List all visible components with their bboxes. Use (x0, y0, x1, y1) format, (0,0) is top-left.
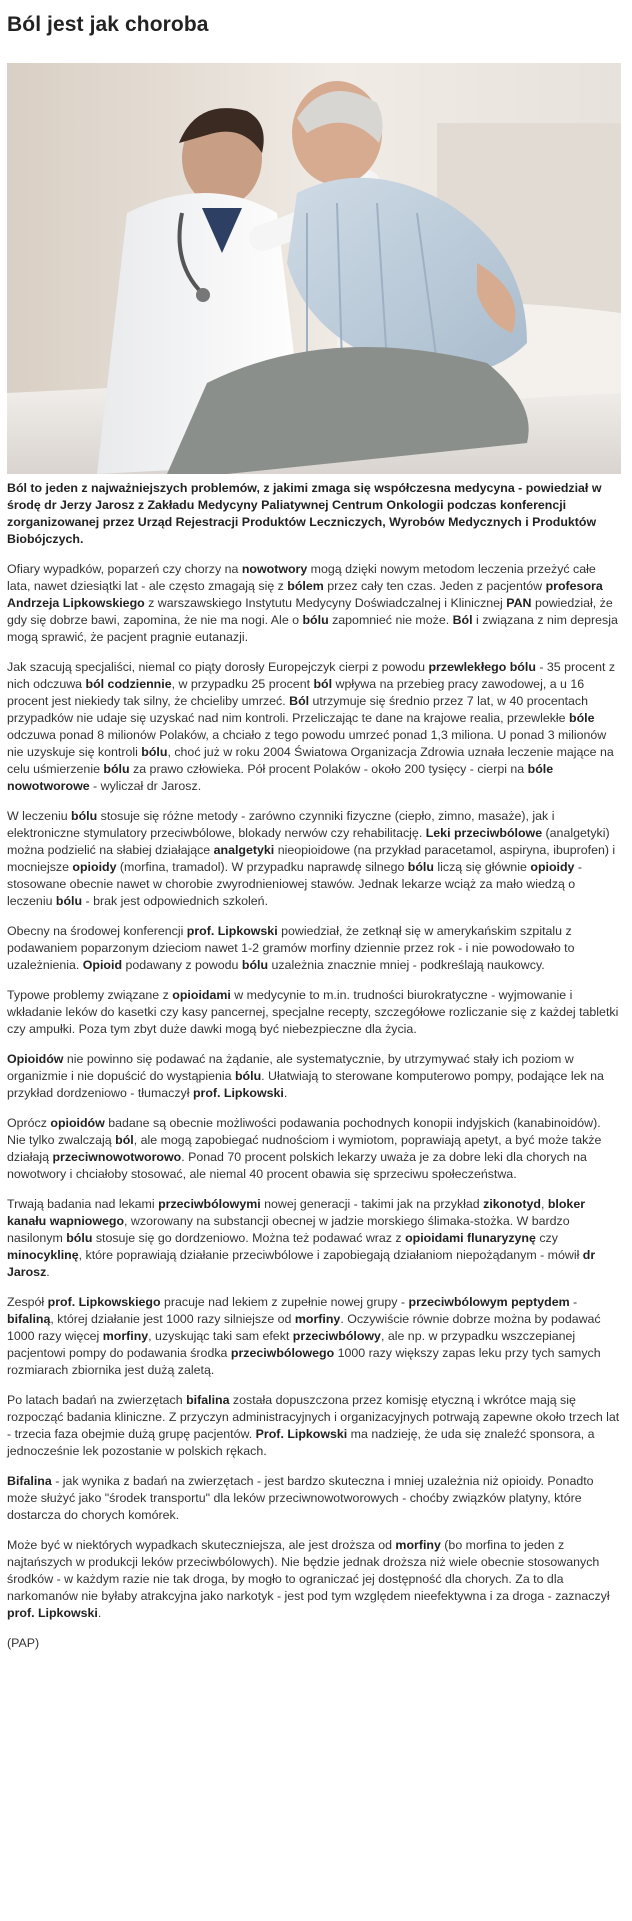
text-run: 1000 razy większy zapas leku przy tych samych rozmiarach zbiornika jest dużą zaletą. (7, 1346, 601, 1377)
text-run: . Ułatwiają to sterowane komputerowo pompy, podające lek na przykład dordzeniowo - tłumaczył (7, 1069, 604, 1100)
bold-term: nowotwory (241, 562, 308, 576)
text-run: Zespół (7, 1295, 48, 1309)
article-paragraphs (7, 561, 620, 1622)
doctor-patient-illustration (7, 63, 621, 474)
bold-term: bóle (569, 711, 595, 725)
text-run: . Oczywiście równie dobrze można by podawać 1000 razy więcej (7, 1312, 601, 1343)
text-run: Typowe problemy związane z (7, 988, 173, 1002)
text-run: Jak szacują specjaliści, niemal co piąty dorosły Europejczyk cierpi z powodu (7, 660, 429, 674)
text-run: , ale mogą zapobiegać nudnościom i wymiotom, poprawiają apetyt, a być może także działają (7, 1133, 602, 1164)
bold-term: bifalina (186, 1393, 230, 1407)
text-run: za prawo człowieka. Pół procent Polaków - około 200 tysięcy - cierpi na (129, 762, 528, 776)
text-run: stosuje się różne metody - zarówno czynniki fizyczne (ciepło, zimno, masaże), jak i elektroniczne stymulatory przeciwbólowe, blokady nerwów czy rehabilitację. (7, 809, 555, 840)
bold-term: ból (115, 1133, 134, 1147)
article-paragraph (7, 1537, 620, 1622)
bold-term: przeciwbólowym peptydem (408, 1295, 570, 1309)
bold-term: przeciwbólowy (292, 1329, 381, 1343)
bold-term: zikonotyd (483, 1197, 541, 1211)
text-run: , uzyskując taki sam efekt (148, 1329, 293, 1343)
article-paragraph (7, 561, 620, 646)
bold-term: prof. Lipkowskiego (47, 1295, 161, 1309)
text-run: stosuje się go dordzeniowo. Można też podawać wraz z (92, 1231, 406, 1245)
text-run: została dopuszczona przez komisję etyczną i wkrótce mają się rozpocząć badania kliniczne. Z przyczyn administracyjnych i organizacyjnych potrwają zapewne około trzech lat - trzecia faza obejmie dużą grupę pacjentów. (7, 1393, 620, 1441)
bold-term: opioidami flunaryzynę (405, 1231, 536, 1245)
text-run: - brak jest odpowiednich szkoleń. (82, 894, 269, 908)
article-paragraph (7, 1294, 620, 1379)
bold-term: prof. Lipkowski (186, 924, 278, 938)
bold-term: ból codziennie (85, 677, 172, 691)
article-paragraph (7, 1051, 620, 1102)
text-run: liczą się głównie (433, 860, 531, 874)
text-run: zapomnieć nie może. (328, 613, 453, 627)
text-run: w medycynie to m.in. trudności biurokratyczne - wyjmowanie i wkładanie leków do kasetki czy kasy pancernej, specjalne recepty, szczegółowe rozliczanie się z każdej tabletki czy ampułki. Poza tym zbyt duże dawki mogą być niebezpieczne dla życia. (7, 988, 619, 1036)
bold-term: Ból (452, 613, 473, 627)
bold-term: przeciwbólowego (230, 1346, 335, 1360)
text-run: ma nadzieję, że uda się znaleźć sponsora, a jednocześnie lek pozostanie w polskich rękach. (7, 1427, 595, 1458)
text-run: Trwają badania nad lekami (7, 1197, 159, 1211)
article-paragraph (7, 1196, 620, 1281)
text-run: Po latach badań na zwierzętach (7, 1393, 187, 1407)
text-run: . Ponad 70 procent polskich lekarzy uważa je za dobre leki dla chorych na nowotwory i chciałoby stosować, ale niemal 40 procent obawia się sprzeciwu społeczeństwa. (7, 1150, 587, 1181)
bold-term: bloker kanału wapniowego (7, 1197, 586, 1228)
text-run: , (540, 1197, 548, 1211)
bold-term: dr Jarosz (7, 1248, 596, 1279)
bold-term: bólu (241, 958, 269, 972)
bold-term: Ból (289, 694, 310, 708)
text-run: utrzymuje się średnio przez 7 lat, w 40 procentach przypadków nie udaje się uzyskać nad nim kontroli. Przeliczając te dane na krajowe realia, przewlekłe (7, 694, 589, 725)
article-title: Ból jest jak choroba (7, 13, 209, 36)
bold-term: przeciwnowotworowo (52, 1150, 182, 1164)
bold-term: PAN (506, 596, 532, 610)
bold-term: bólu (66, 1231, 93, 1245)
article-paragraph (7, 987, 620, 1038)
text-run: nie powinno się podawać na żądanie, ale systematycznie, by utrzymywać stały ich poziom w organizmie i nie dopuścić do wystąpienia (7, 1052, 574, 1083)
text-run: . (97, 1606, 102, 1620)
article-paragraph (7, 659, 620, 795)
text-run: , choć już w roku 2004 Światowa Organizacja Zdrowia uznała leczenie mające na celu uśmierzenie (7, 745, 614, 776)
text-run: wpływa na przebieg pracy zawodowej, a u 16 procent jest niekiedy tak silny, że chcieliby umrzeć. (7, 677, 585, 708)
text-run: Oprócz (7, 1116, 51, 1130)
text-run: i związana z nim depresja mogą sprawić, że pacjent pragnie eutanazji. (7, 613, 618, 644)
bold-term: opioidów (50, 1116, 105, 1130)
article-paragraph (7, 808, 620, 910)
text-run: - wyliczał dr Jarosz. (89, 779, 202, 793)
text-run: , ale np. w przypadku wszczepianej pacjentowi pompy do podawania środka (7, 1329, 576, 1360)
bold-term: prof. Lipkowski (192, 1086, 284, 1100)
text-run: nowej generacji - takimi jak na przykład (260, 1197, 484, 1211)
article-paragraph (7, 1473, 620, 1524)
article-paragraph (7, 1115, 620, 1183)
text-run: (morfina, tramadol). W przypadku naprawdę silnego (116, 860, 408, 874)
bold-term: bólem (287, 579, 324, 593)
text-run: - (569, 1295, 578, 1309)
bold-term: ból (313, 677, 333, 691)
bold-term: przewlekłego bólu (428, 660, 536, 674)
text-run: odczuwa ponad 8 milionów Polaków, a chciało z tego powodu umrzeć ponad 1,3 miliona. U ponad 3 milionów nie uzyskuje się kontroli (7, 728, 607, 759)
article-photo (7, 63, 621, 474)
bold-term: analgetyki (213, 843, 275, 857)
bold-term: bólu (141, 745, 168, 759)
text-run: podawany z powodu (122, 958, 242, 972)
bold-term: opioidami (172, 988, 231, 1002)
text-run: - jak wynika z badań na zwierzętach - jest bardzo skuteczna i mniej uzależnia niż opioidy. Ponadto może służyć jako "środek transportu" dla leków przeciwnowotworowych - choćby związków platyny, które dostarcza do chorych komórek. (7, 1474, 594, 1522)
text-run: badane są obecnie możliwości podawania pochodnych konopii indyjskich (kanabinoidów). Nie tylko zwalczają (7, 1116, 601, 1147)
bold-term: opioidy (72, 860, 117, 874)
bold-term: morfiny (102, 1329, 149, 1343)
bold-term: bólu (302, 613, 329, 627)
text-run: uzależnia znacznie mniej - podkreślają naukowcy. (268, 958, 545, 972)
bold-term: bifaliną (7, 1312, 51, 1326)
bold-term: bólu (103, 762, 130, 776)
bold-term: morfiny (294, 1312, 341, 1326)
text-run: pracuje nad lekiem z zupełnie nowej grupy - (160, 1295, 409, 1309)
text-run: Ofiary wypadków, poparzeń czy chorzy na (7, 562, 242, 576)
text-run: z warszawskiego Instytutu Medycyny Doświadczalnej i Klinicznej (144, 596, 507, 610)
text-run: (analgetyki) można podzielić na słabiej działające (7, 826, 610, 857)
bold-term: Leki przeciwbólowe (425, 826, 543, 840)
text-run: mogą dzięki nowym metodom leczenia przeżyć całe lata, nawet dziesiątki lat - ale często zmagają się z (7, 562, 596, 593)
article-lead: Ból to jeden z najważniejszych problemów, z jakimi zmaga się współczesna medycyna - powiedział w środę dr Jerzy Jarosz z Zakładu Medycyny Paliatywnej Centrum Onkologii podczas konferencji zorganizowanej przez Urząd Rejestracji Produktów Leczniczych, Wyrobów Medycznych i Produktów Biobójczych. (7, 481, 602, 546)
text-run: , wzorowany na substancji obecnej w jadzie morskiego ślimaka-stożka. W bardzo nasilonym (7, 1214, 570, 1245)
text-run: - 35 procent z nich odczuwa (7, 660, 616, 691)
bold-term: profesora Andrzeja Lipkowskiego (7, 579, 603, 610)
text-run: przez cały ten czas. Jeden z pacjentów (323, 579, 546, 593)
bold-term: bólu (71, 809, 98, 823)
text-run: nieopioidowe (na przykład paracetamol, aspiryna, ibuprofen) i mocniejsze (7, 843, 616, 874)
article-paragraph (7, 1392, 620, 1460)
bold-term: przeciwbólowymi (158, 1197, 261, 1211)
bold-term: bólu (234, 1069, 262, 1083)
bold-term: Prof. Lipkowski (255, 1427, 348, 1441)
bold-term: Opioid (82, 958, 123, 972)
bold-term: minocyklinę (7, 1248, 79, 1262)
bold-term: morfiny (395, 1538, 441, 1552)
article-paragraph (7, 923, 620, 974)
bold-term: opioidy (530, 860, 575, 874)
text-run: czy (535, 1231, 558, 1245)
text-run: , której działanie jest 1000 razy silniejsze od (50, 1312, 295, 1326)
text-run: powiedział, że zetknął się w amerykańskim szpitalu z podawaniem poparzonym dzieciom nawet 1-2 gramów morfiny dziennie przez rok - i nie powodowało to uzależnienia. (7, 924, 575, 972)
text-run: , które poprawiają działanie przeciwbólowe i zapobiegają działaniom niepożądanym - mówił (78, 1248, 583, 1262)
text-run: Może być w niektórych wypadkach skuteczniejsza, ale jest droższa od (7, 1538, 396, 1552)
text-run: . (46, 1265, 50, 1279)
text-run: Obecny na środowej konferencji (7, 924, 187, 938)
text-run: , w przypadku 25 procent (171, 677, 314, 691)
text-run: powiedział, że gdy się dobrze bawi, zapomina, że nie ma nogi. Ale o (7, 596, 613, 627)
bold-term: bólu (407, 860, 434, 874)
article-body (7, 480, 620, 1665)
bold-term: bóle nowotworowe (7, 762, 554, 793)
text-run: W leczeniu (7, 809, 72, 823)
text-run: (bo morfina to jeden z najtańszych w produkcji leków przeciwbólowych). Nie będzie jednak droższa niż wiele obecnie stosowanych środków - w każdym razie nie tak droga, by mogło to ograniczać jej dostępność dla chorych. Za to dla narkomanów nie byłaby atrakcyjna jako narkotyk - jest pod tym względem nieefektywna i za droga - zaznaczył (7, 1538, 610, 1603)
text-run: . (283, 1086, 288, 1100)
text-run: - stosowane obecnie nawet w chorobie zwyrodnieniowej stawów. Jednak lekarze wciąż za mało wiedzą o leczeniu (7, 860, 583, 908)
article-source: (PAP) (7, 1636, 40, 1650)
bold-term: bólu (55, 894, 83, 908)
bold-term: Bifalina (7, 1474, 52, 1488)
bold-term: Opioidów (7, 1052, 64, 1066)
bold-term: prof. Lipkowski (7, 1606, 98, 1620)
